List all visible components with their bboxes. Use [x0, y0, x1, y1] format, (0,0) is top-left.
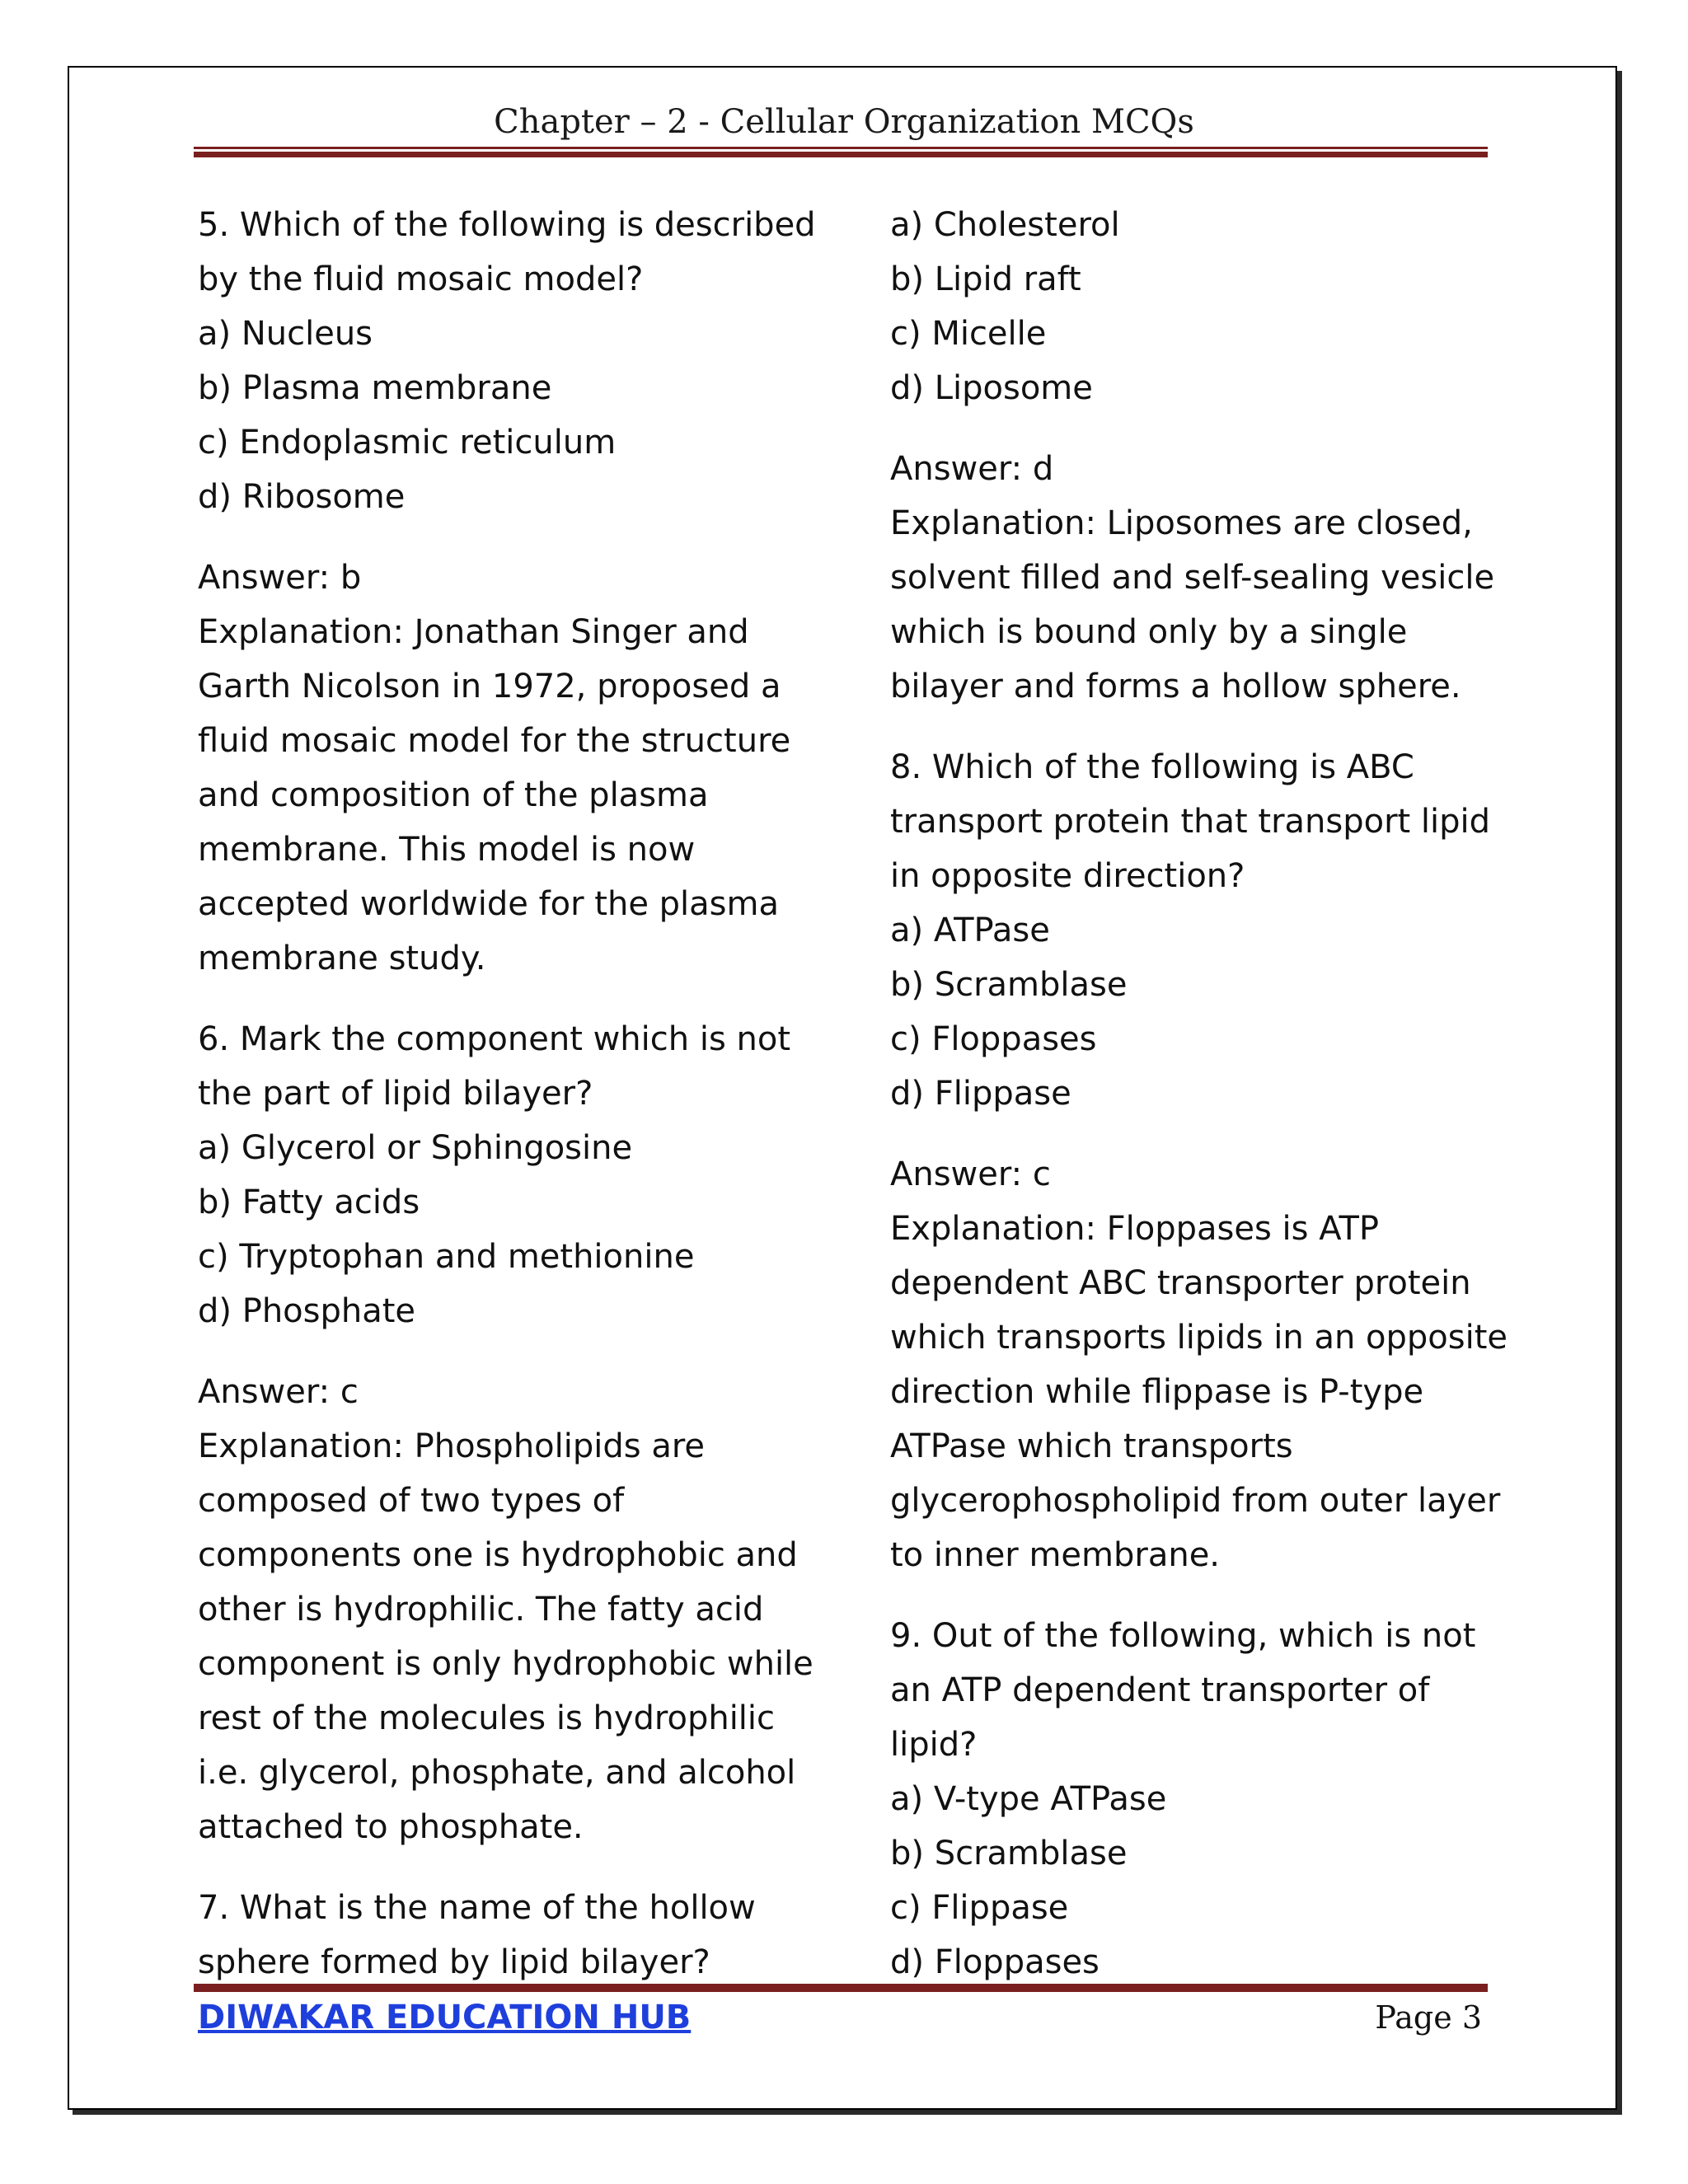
header-rule [194, 147, 1488, 157]
text-line: glycerophospholipid from outer layer [890, 1482, 1501, 1520]
text-line: b) Scramblase [890, 966, 1128, 1004]
text-line: components one is hydrophobic and [198, 1536, 798, 1574]
text-line: dependent ABC transporter protein [890, 1264, 1471, 1302]
text-line: an ATP dependent transporter of [890, 1671, 1430, 1709]
text-line: attached to phosphate. [198, 1808, 584, 1846]
page-number: Page 3 [1375, 1999, 1482, 2036]
text-line: component is only hydrophobic while [198, 1645, 814, 1683]
text-line: sphere formed by lipid bilayer? [198, 1943, 710, 1981]
text-line: to inner membrane. [890, 1536, 1221, 1574]
paragraph-gap [198, 1338, 799, 1365]
footer-brand-link[interactable]: DIWAKAR EDUCATION HUB [198, 1999, 692, 2036]
text-line: 7. What is the name of the hollow [198, 1889, 756, 1927]
paragraph-gap [890, 1121, 1500, 1147]
text-line: Explanation: Phospholipids are [198, 1427, 705, 1465]
paragraph-gap [198, 524, 799, 551]
text-line: which transports lipids in an opposite [890, 1319, 1508, 1357]
paragraph-gap [198, 986, 799, 1012]
text-line: b) Scramblase [890, 1835, 1128, 1872]
text-line: fluid mosaic model for the structure [198, 722, 791, 760]
text-line: ATPase which transports [890, 1427, 1293, 1465]
text-line: 8. Which of the following is ABC [890, 748, 1414, 786]
text-line: direction while flippase is P-type [890, 1373, 1424, 1411]
text-line: c) Tryptophan and methionine [198, 1238, 695, 1276]
text-line: a) Glycerol or Sphingosine [198, 1129, 633, 1167]
text-line: c) Flippase [890, 1889, 1069, 1927]
text-line: transport protein that transport lipid [890, 803, 1491, 841]
text-line: which is bound only by a single [890, 613, 1408, 651]
text-line: d) Flippase [890, 1075, 1071, 1113]
text-line: 9. Out of the following, which is not [890, 1617, 1476, 1655]
text-line: and composition of the plasma [198, 776, 709, 814]
text-line: other is hydrophilic. The fatty acid [198, 1591, 764, 1629]
page-title: Chapter – 2 - Cellular Organization MCQs [494, 103, 1194, 141]
text-line: solvent filled and self-sealing vesicle [890, 559, 1495, 597]
text-line: Answer: d [890, 450, 1054, 488]
text-line: Explanation: Liposomes are closed, [890, 504, 1473, 542]
text-line: 5. Which of the following is described [198, 206, 816, 244]
footer-rule [194, 1981, 1488, 1992]
left-column [198, 198, 816, 1990]
text-line: rest of the molecules is hydrophilic [198, 1699, 776, 1737]
text-line: c) Endoplasmic reticulum [198, 424, 617, 462]
text-line: d) Floppases [890, 1943, 1100, 1981]
text-line: Explanation: Jonathan Singer and [198, 613, 749, 651]
text-line: a) Nucleus [198, 315, 373, 353]
text-line: b) Plasma membrane [198, 369, 552, 407]
paragraph-gap [890, 714, 1500, 740]
right-column [890, 198, 1508, 1990]
text-line: i.e. glycerol, phosphate, and alcohol [198, 1754, 796, 1792]
text-line: 6. Mark the component which is not [198, 1020, 791, 1058]
text-line: Explanation: Floppases is ATP [890, 1210, 1380, 1248]
text-line: d) Liposome [890, 369, 1093, 407]
paragraph-gap [198, 1854, 799, 1881]
text-line: Garth Nicolson in 1972, proposed a [198, 668, 781, 705]
text-line: d) Phosphate [198, 1292, 416, 1330]
text-line: Answer: c [890, 1155, 1051, 1193]
text-line: a) V-type ATPase [890, 1780, 1167, 1818]
text-line: c) Micelle [890, 315, 1047, 353]
text-line: membrane study. [198, 940, 486, 977]
text-line: b) Lipid raft [890, 260, 1081, 298]
text-line: a) ATPase [890, 912, 1050, 949]
text-line: composed of two types of [198, 1482, 625, 1520]
text-line: accepted worldwide for the plasma [198, 885, 779, 923]
paragraph-gap [890, 1582, 1500, 1609]
text-line: bilayer and forms a hollow sphere. [890, 668, 1461, 705]
text-line: by the fluid mosaic model? [198, 260, 644, 298]
text-line: a) Cholesterol [890, 206, 1120, 244]
text-line: the part of lipid bilayer? [198, 1075, 593, 1113]
paragraph-gap [890, 415, 1500, 442]
text-line: in opposite direction? [890, 857, 1245, 895]
text-line: Answer: b [198, 559, 362, 597]
text-line: c) Floppases [890, 1020, 1097, 1058]
text-line: membrane. This model is now [198, 831, 696, 869]
text-line: Answer: c [198, 1373, 359, 1411]
text-line: b) Fatty acids [198, 1183, 420, 1221]
text-line: d) Ribosome [198, 478, 406, 516]
text-line: lipid? [890, 1726, 978, 1764]
